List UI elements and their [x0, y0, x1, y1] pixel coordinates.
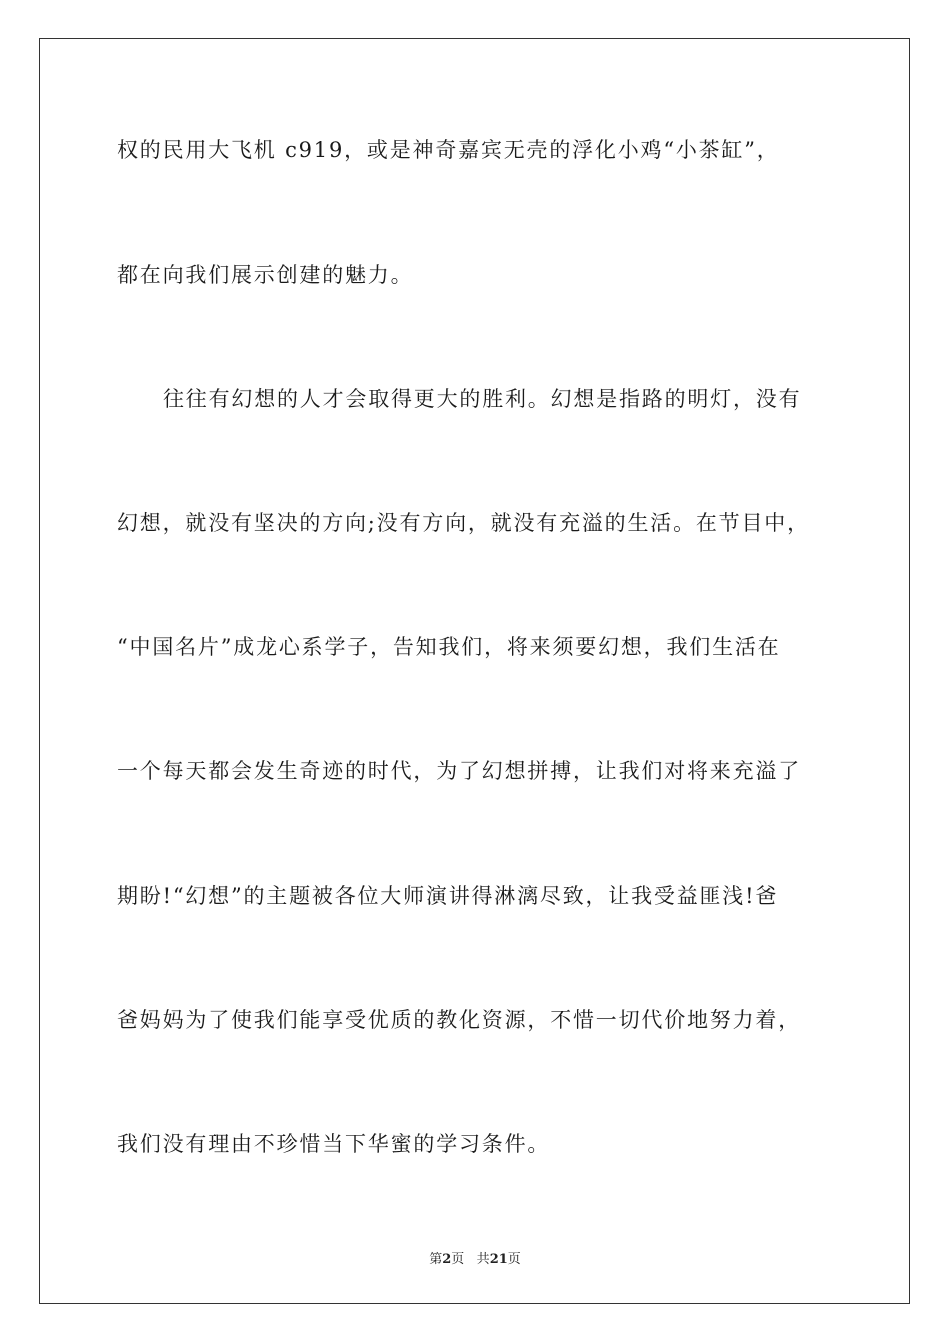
text-line-4: 幻想，就没有坚决的方向;没有方向，就没有充溢的生活。在节目中，	[117, 511, 810, 535]
text-line-6: 一个每天都会发生奇迹的时代，为了幻想拼搏，让我们对将来充溢了	[117, 759, 801, 783]
total-prefix: 共	[476, 1252, 490, 1267]
page-number: 2	[442, 1252, 452, 1267]
text-line-9: 我们没有理由不珍惜当下华蜜的学习条件。	[117, 1132, 551, 1156]
text-line-5: “中国名片”成龙心系学子，告知我们，将来须要幻想，我们生活在	[117, 635, 781, 659]
page-prefix: 第	[429, 1252, 443, 1267]
text-line-2: 都在向我们展示创建的魅力。	[117, 263, 414, 287]
page-footer	[0, 1248, 950, 1267]
page-border	[39, 38, 910, 1304]
total-pages: 21	[489, 1252, 508, 1267]
text-line-1: 权的民用大飞机 c919，或是神奇嘉宾无壳的浮化小鸡“小茶缸”，	[117, 138, 780, 162]
text-line-8: 爸妈妈为了使我们能享受优质的教化资源，不惜一切代价地努力着，	[117, 1008, 801, 1032]
paragraph-start-line: 往往有幻想的人才会取得更大的胜利。幻想是指路的明灯，没有	[163, 387, 802, 411]
text-line-7: 期盼!“幻想”的主题被各位大师演讲得淋漓尽致，让我受益匪浅!爸	[117, 884, 779, 908]
page-suffix: 页	[451, 1252, 465, 1267]
total-suffix: 页	[507, 1252, 521, 1267]
